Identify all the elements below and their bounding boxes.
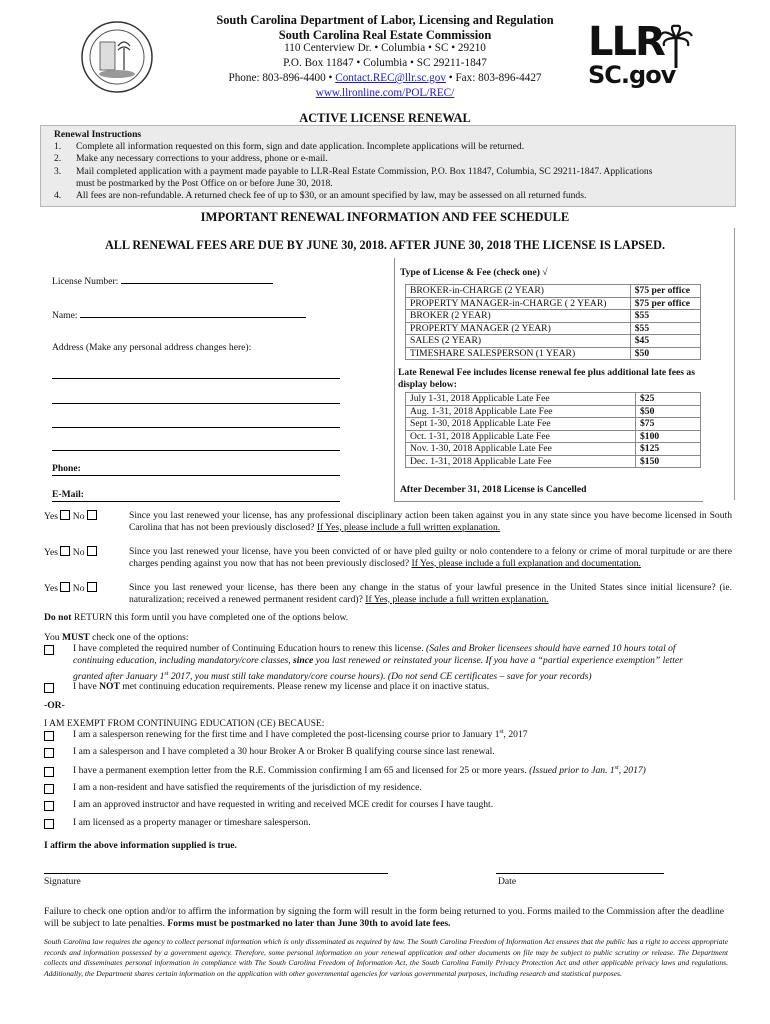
address-line-1[interactable] bbox=[52, 378, 340, 379]
question-note: If Yes, please include a full written explanation. bbox=[365, 593, 549, 605]
late-period: Oct. 1-31, 2018 Applicable Late Fee bbox=[406, 430, 636, 443]
or-separator: -OR- bbox=[44, 700, 65, 711]
exempt-option-text: I am a salesperson and I have completed a 30 hour Broker A or Broker B qualifying course since last renewal. bbox=[73, 746, 495, 757]
date-label: Date bbox=[498, 876, 517, 887]
logo-top-text: LLR bbox=[588, 19, 664, 65]
llr-logo bbox=[588, 19, 698, 100]
yes-label: Yes bbox=[44, 511, 58, 522]
instructions-title: Renewal Instructions bbox=[54, 129, 142, 140]
fee-title: Type of License & Fee (check one) √ bbox=[400, 267, 548, 278]
name-field[interactable] bbox=[52, 308, 306, 321]
exempt-option-text: I am an approved instructor and have requested in writing and received MCE credit for courses I have taught. bbox=[73, 799, 494, 810]
license-fee: $55 bbox=[630, 322, 700, 335]
late-fee: $100 bbox=[636, 430, 701, 443]
instruction-text: All fees are non-refundable. A returned check fee of up to $30, or an amount specified by law, may be assessed on all returned funds. bbox=[76, 190, 587, 201]
exempt-option-text: I am a salesperson renewing for the first time and I have completed the post-licensing course prior to January 1st, 2017 bbox=[73, 729, 528, 741]
license-fee: $75 per office bbox=[630, 285, 700, 298]
late-fee: $25 bbox=[636, 393, 701, 406]
late-fee-row bbox=[406, 405, 701, 418]
exempt-heading: I AM EXEMPT FROM CONTINUING EDUCATION (CE) BECAUSE: bbox=[44, 718, 325, 729]
fee-row[interactable] bbox=[406, 297, 701, 310]
late-fee-table bbox=[405, 392, 701, 468]
phone-label: Phone: bbox=[52, 463, 81, 474]
ce-not-met-checkbox[interactable] bbox=[44, 683, 54, 693]
commission-name: South Carolina Real Estate Commission bbox=[278, 28, 492, 42]
license-fee: $50 bbox=[630, 347, 700, 360]
exempt-option-checkbox[interactable] bbox=[44, 767, 54, 777]
instruction-item: 4. bbox=[54, 190, 62, 201]
late-period: Dec. 1-31, 2018 Applicable Late Fee bbox=[406, 455, 636, 468]
instruction-item: 1. bbox=[54, 141, 62, 152]
instruction-item: 3. bbox=[54, 166, 62, 177]
exempt-option-text: I have a permanent exemption letter from the R.E. Commission confirming I am 65 and licensed for 25 or more years. (Issued prior to Jan. 1st, 2017) bbox=[73, 765, 646, 777]
instructions-box bbox=[40, 125, 736, 207]
late-fee-row bbox=[406, 430, 701, 443]
instruction-text: Complete all information requested on this form, sign and date application. Incomplete applications will be returned. bbox=[76, 141, 525, 152]
ce-completed-checkbox[interactable] bbox=[44, 645, 54, 655]
email-line[interactable] bbox=[52, 501, 340, 502]
signature-label: Signature bbox=[44, 876, 81, 887]
due-heading: ALL RENEWAL FEES ARE DUE BY JUNE 30, 2018. AFTER JUNE 30, 2018 THE LICENSE IS LAPSED. bbox=[104, 238, 666, 252]
license-type: TIMESHARE SALESPERSON (1 YEAR) bbox=[406, 347, 631, 360]
name-label: Name: bbox=[52, 310, 78, 321]
do-not-rest: RETURN this form until you have completed one of the options below. bbox=[71, 612, 349, 623]
fee-row[interactable] bbox=[406, 322, 701, 335]
do-not-return-line bbox=[44, 612, 734, 623]
address-line-3[interactable] bbox=[52, 427, 340, 428]
no-label: No bbox=[72, 511, 85, 522]
failure-notice: Failure to check one option and/or to affirm the information by signing the form will result in the form being returned to you. Forms mailed to the Commission after the deadline will be subject to late penalties. Forms must be postmarked no later than June 30th to avoid late fees. bbox=[44, 906, 725, 930]
must-check-line: You MUST check one of the options: bbox=[44, 632, 189, 643]
department-name: South Carolina Department of Labor, Licensing and Regulation bbox=[216, 13, 554, 27]
fax-text: • Fax: 803-896-4427 bbox=[445, 72, 542, 84]
yes-checkbox[interactable] bbox=[60, 510, 70, 520]
exempt-option-checkbox[interactable] bbox=[44, 748, 54, 758]
website-link[interactable]: www.llronline.com/POL/REC/ bbox=[315, 87, 455, 99]
address-line-4[interactable] bbox=[52, 450, 340, 451]
right-rule bbox=[734, 228, 735, 500]
yes-label: Yes bbox=[44, 583, 58, 594]
no-checkbox[interactable] bbox=[87, 582, 97, 592]
exempt-option-checkbox[interactable] bbox=[44, 819, 54, 829]
license-type: PROPERTY MANAGER (2 YEAR) bbox=[406, 322, 631, 335]
po-box: P.O. Box 11847 • Columbia • SC 29211-1847 bbox=[283, 57, 487, 69]
instruction-item: 2. bbox=[54, 153, 62, 164]
logo-bottom-text: SC.gov bbox=[588, 61, 676, 89]
instruction-text: Mail completed application with a payment made payable to LLR-Real Estate Commission, P.O. Box 11847, Columbia, SC 29211-1847. Applications bbox=[76, 166, 653, 177]
exempt-option-text: I am licensed as a property manager or timeshare salesperson. bbox=[73, 817, 311, 828]
late-fee: $75 bbox=[636, 418, 701, 431]
no-checkbox[interactable] bbox=[87, 510, 97, 520]
license-type: PROPERTY MANAGER-in-CHARGE ( 2 YEAR) bbox=[406, 297, 631, 310]
signature-line[interactable] bbox=[44, 873, 388, 874]
address-label: Address (Make any personal address changes here): bbox=[52, 342, 252, 353]
late-fee: $125 bbox=[636, 443, 701, 456]
late-period: Nov. 1-30, 2018 Applicable Late Fee bbox=[406, 443, 636, 456]
street-address: 110 Centerview Dr. • Columbia • SC • 29210 bbox=[284, 42, 486, 54]
no-checkbox[interactable] bbox=[87, 546, 97, 556]
website-line bbox=[140, 87, 630, 99]
fee-row[interactable] bbox=[406, 285, 701, 298]
license-fee-table bbox=[405, 284, 701, 360]
no-label: No bbox=[72, 547, 85, 558]
late-fee-row bbox=[406, 418, 701, 431]
license-number-field[interactable] bbox=[52, 274, 273, 287]
date-line[interactable] bbox=[496, 873, 664, 874]
no-label: No bbox=[72, 583, 85, 594]
phone-line[interactable] bbox=[52, 475, 340, 476]
license-fee: $75 per office bbox=[630, 297, 700, 310]
late-period: Aug. 1-31, 2018 Applicable Late Fee bbox=[406, 405, 636, 418]
license-number-label: License Number: bbox=[52, 276, 119, 287]
license-type: SALES (2 YEAR) bbox=[406, 335, 631, 348]
contact-line bbox=[140, 72, 630, 84]
form-title: ACTIVE LICENSE RENEWAL bbox=[299, 111, 471, 125]
exempt-option-checkbox[interactable] bbox=[44, 801, 54, 811]
ce-not-met-text: I have NOT met continuing education requirements. Please renew my license and place it on inactive status. bbox=[73, 681, 490, 692]
cancelled-note: After December 31, 2018 License is Cancelled bbox=[400, 484, 587, 495]
exempt-option-checkbox[interactable] bbox=[44, 784, 54, 794]
fee-schedule-panel bbox=[394, 258, 703, 502]
email-link[interactable]: Contact.REC@llr.sc.gov bbox=[335, 72, 446, 84]
late-period: Sept 1-30, 2018 Applicable Late Fee bbox=[406, 418, 636, 431]
phone-text: Phone: 803-896-4400 • bbox=[228, 72, 336, 84]
question-note: If Yes, please include a full written explanation. bbox=[316, 521, 501, 533]
late-fee: $50 bbox=[636, 405, 701, 418]
exempt-option-checkbox[interactable] bbox=[44, 731, 54, 741]
privacy-notice: South Carolina law requires the agency to collect personal information which is only disseminated as required by law. The South Carolina Freedom of Information Act ensures that the public has a right to access appropriate records and information possessed by a government agency. Therefore, some personal information on your renewal application and other documents on file may be subject to public scrutiny or release. The Department collects and disseminates personal information in compliance with The South Carolina Freedom of Information Act, the South Carolina Family Privacy Protection Act and other applicable privacy laws and regulations. Additionally, the Department shares certain information on the application with other governmental agencies for various governmental purposes, including research and statistical purposes. bbox=[44, 937, 728, 978]
late-fee: $150 bbox=[636, 455, 701, 468]
do-not-bold: Do not bbox=[44, 612, 72, 623]
fee-row[interactable] bbox=[406, 347, 701, 360]
question-text: Since you last renewed your license, have you been convicted of or have pled guilty or nolo contendere to a felony or crime of moral turpitude or are there charges pending against you now that has not been previously disclosed? bbox=[129, 546, 732, 569]
ce-completed-text: I have completed the required number of Continuing Education hours to renew this license. (Sales and Broker licensees should have earned 10 hours total of continuing education, including mandatory/core classes, since you last renewed or reinstated your license. If you have a “partial experience exemption” letter granted after January 1st 2017, you must still take mandatory/core course hours). (Do not send CE certificates – save for your records) bbox=[73, 643, 683, 682]
palmetto-icon bbox=[658, 24, 694, 68]
question-text: Since you last renewed your license, has any professional disciplinary action been taken against you in any state since you have become licensed in South Carolina that has not been previously disclosed? bbox=[129, 510, 732, 533]
question-text: Since you last renewed your license, has there been any change in the status of your lawful presence in the United States since initial licensure? (ie. naturalization; received a renewed permanent resident card)? bbox=[129, 582, 732, 605]
important-heading: IMPORTANT RENEWAL INFORMATION AND FEE SCHEDULE bbox=[200, 210, 570, 224]
license-type: BROKER (2 YEAR) bbox=[406, 310, 631, 323]
fee-row[interactable] bbox=[406, 335, 701, 348]
yes-label: Yes bbox=[44, 547, 58, 558]
late-fee-row bbox=[406, 393, 701, 406]
email-label: E-Mail: bbox=[52, 489, 84, 500]
address-line-2[interactable] bbox=[52, 403, 340, 404]
affirm-statement: I affirm the above information supplied is true. bbox=[44, 840, 237, 851]
license-fee: $45 bbox=[630, 335, 700, 348]
license-fee: $55 bbox=[630, 310, 700, 323]
late-fee-title: Late Renewal Fee includes license renewal fee plus additional late fees as display below: bbox=[398, 367, 695, 390]
yes-checkbox[interactable] bbox=[60, 546, 70, 556]
late-fee-row bbox=[406, 443, 701, 456]
late-period: July 1-31, 2018 Applicable Late Fee bbox=[406, 393, 636, 406]
instruction-text: must be postmarked by the Post Office on or before June 30, 2018. bbox=[76, 178, 333, 189]
fee-row[interactable] bbox=[406, 310, 701, 323]
instruction-text: Make any necessary corrections to your address, phone or e-mail. bbox=[76, 153, 328, 164]
exempt-option-text: I am a non-resident and have satisfied the requirements of the jurisdiction of my residence. bbox=[73, 782, 422, 793]
yes-checkbox[interactable] bbox=[60, 582, 70, 592]
license-type: BROKER-in-CHARGE (2 YEAR) bbox=[406, 285, 631, 298]
late-fee-row bbox=[406, 455, 701, 468]
question-note: If Yes, please include a full explanation and documentation. bbox=[411, 557, 641, 569]
